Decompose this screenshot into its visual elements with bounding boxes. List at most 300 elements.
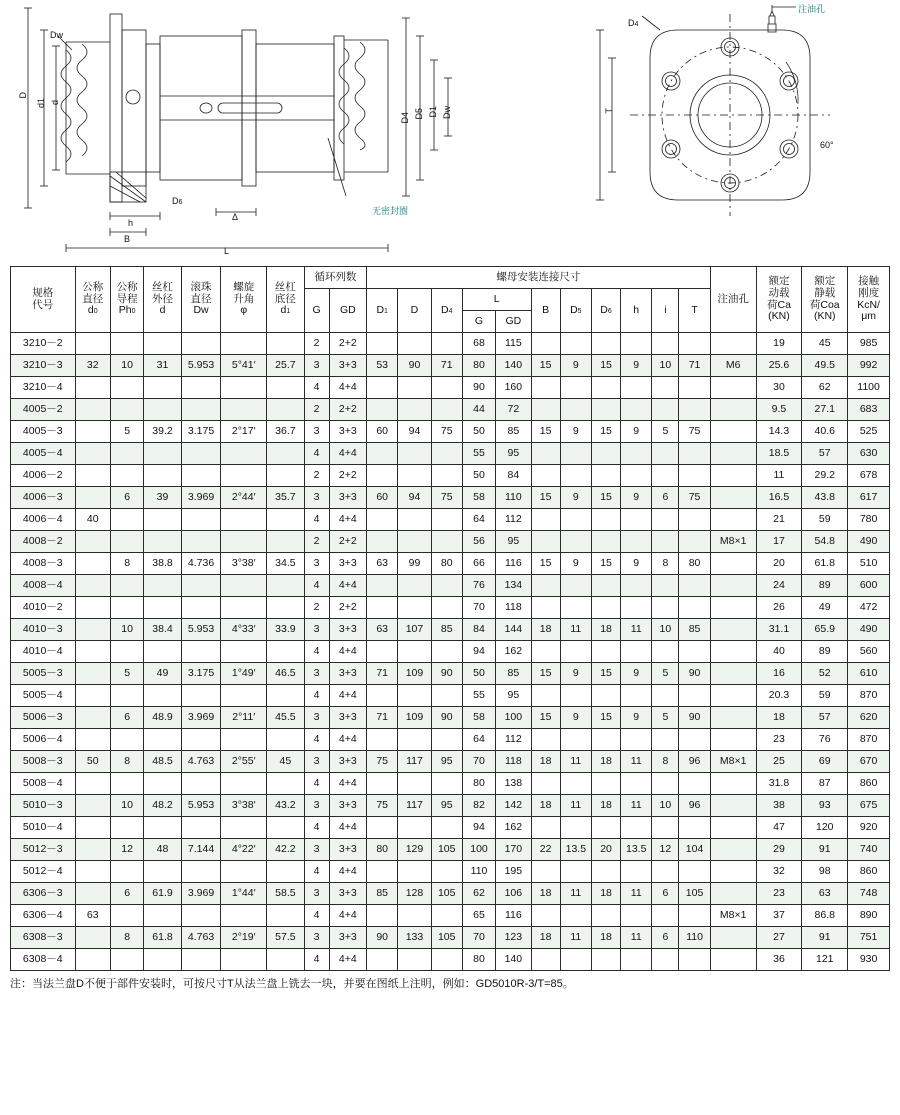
th-screw-outer-diameter: 丝杠 外径 d [144,267,181,333]
cell-nominal-diameter [75,729,110,751]
table-row [11,443,890,465]
table-row [11,773,890,795]
table-row [11,949,890,971]
cell-L-gd: 195 [496,861,531,883]
cell-D1 [367,905,398,927]
cell-nominal-diameter [75,575,110,597]
cell-spec-code: 4006－3 [11,487,76,509]
cell-screw-root: 57.5 [267,927,304,949]
cell-D1 [367,443,398,465]
cell-D5 [560,949,591,971]
cell-D [398,531,431,553]
cell-oil-hole: M6 [710,355,756,377]
cell-D4: 90 [431,707,462,729]
cell-screw-outer: 48.5 [144,751,181,773]
cell-D4: 80 [431,553,462,575]
cell-T: 104 [679,839,710,861]
cell-L-g: 68 [462,333,495,355]
cell-B [531,729,560,751]
cell-screw-outer [144,597,181,619]
cell-nominal-diameter: 32 [75,355,110,377]
cell-circuit-g: 4 [304,949,329,971]
cell-i: 10 [652,795,679,817]
cell-screw-root [267,861,304,883]
cell-spec-code: 3210－3 [11,355,76,377]
cell-contact-stiffness: 490 [848,531,890,553]
cell-i [652,399,679,421]
cell-spec-code: 4008－2 [11,531,76,553]
cell-B [531,377,560,399]
cell-screw-root [267,465,304,487]
cell-screw-root [267,377,304,399]
cell-D5 [560,685,591,707]
cell-nominal-diameter [75,553,110,575]
cell-D1: 63 [367,553,398,575]
cell-D6 [591,575,620,597]
cell-nominal-diameter [75,421,110,443]
cell-D6 [591,905,620,927]
cell-dynamic-load: 27 [756,927,802,949]
cell-D6: 18 [591,927,620,949]
cell-circuit-gd: 4+4 [329,641,366,663]
cell-spec-code: 4008－3 [11,553,76,575]
cell-i [652,377,679,399]
th-helix-angle: 螺旋 升角 φ [221,267,267,333]
cell-oil-hole [710,663,756,685]
th-D6: D6 [591,289,620,333]
cell-T [679,443,710,465]
cell-contact-stiffness: 992 [848,355,890,377]
cell-T [679,333,710,355]
cell-screw-outer [144,949,181,971]
cell-D [398,949,431,971]
cell-B: 15 [531,421,560,443]
cell-L-g: 82 [462,795,495,817]
table-row [11,553,890,575]
cell-static-load: 87 [802,773,848,795]
cell-screw-root [267,531,304,553]
cell-D5: 11 [560,795,591,817]
cell-screw-root [267,949,304,971]
cell-ball-diameter: 4.763 [181,751,221,773]
cell-circuit-gd: 3+3 [329,927,366,949]
cell-L-g: 64 [462,729,495,751]
cell-spec-code: 4010－2 [11,597,76,619]
cell-contact-stiffness: 560 [848,641,890,663]
cell-contact-stiffness: 675 [848,795,890,817]
cell-h [621,575,652,597]
cell-L-gd: 95 [496,531,531,553]
cell-spec-code: 4010－3 [11,619,76,641]
cell-D5 [560,399,591,421]
cell-screw-outer: 48 [144,839,181,861]
cell-B: 15 [531,487,560,509]
cell-circuit-gd: 4+4 [329,509,366,531]
cell-D6: 15 [591,421,620,443]
cell-i [652,949,679,971]
cell-ball-diameter [181,949,221,971]
cell-oil-hole [710,707,756,729]
cell-nominal-lead: 5 [110,663,143,685]
cell-nominal-diameter [75,883,110,905]
cell-circuit-gd: 3+3 [329,883,366,905]
cell-spec-code: 4005－2 [11,399,76,421]
cell-L-g: 50 [462,421,495,443]
cell-circuit-g: 4 [304,509,329,531]
cell-nominal-lead [110,443,143,465]
label-d6: D6 [172,196,183,206]
cell-circuit-gd: 3+3 [329,707,366,729]
cell-D4 [431,685,462,707]
th-D1: D1 [367,289,398,333]
cell-D5: 11 [560,751,591,773]
cell-L-g: 90 [462,377,495,399]
cell-D: 99 [398,553,431,575]
cell-nominal-diameter [75,377,110,399]
cell-B [531,861,560,883]
cell-h [621,509,652,531]
cell-screw-outer: 48.2 [144,795,181,817]
th-D5: D5 [560,289,591,333]
cell-D6: 15 [591,487,620,509]
cell-D4: 75 [431,487,462,509]
label-oil-hole: 注油孔 [798,4,826,14]
cell-contact-stiffness: 1100 [848,377,890,399]
cell-D5: 9 [560,553,591,575]
cell-circuit-gd: 2+2 [329,531,366,553]
cell-T: 90 [679,663,710,685]
cell-T [679,685,710,707]
cell-D4 [431,641,462,663]
cell-helix-angle: 2°11′ [221,707,267,729]
cell-D4 [431,443,462,465]
cell-nominal-lead [110,377,143,399]
cell-B [531,685,560,707]
cell-D5: 9 [560,355,591,377]
cell-contact-stiffness: 617 [848,487,890,509]
th-D4: D4 [431,289,462,333]
cell-D5: 11 [560,883,591,905]
cell-contact-stiffness: 510 [848,553,890,575]
cell-nominal-lead [110,905,143,927]
cell-B [531,531,560,553]
cell-circuit-g: 3 [304,619,329,641]
cell-ball-diameter [181,509,221,531]
cell-helix-angle [221,861,267,883]
cell-D1 [367,729,398,751]
cell-circuit-gd: 4+4 [329,377,366,399]
cell-D1 [367,597,398,619]
cell-dynamic-load: 18.5 [756,443,802,465]
cell-helix-angle [221,575,267,597]
cell-circuit-g: 3 [304,883,329,905]
cell-D5 [560,861,591,883]
cell-contact-stiffness: 860 [848,773,890,795]
cell-nominal-diameter: 40 [75,509,110,531]
cell-h [621,685,652,707]
cell-helix-angle: 4°33′ [221,619,267,641]
cell-circuit-gd: 4+4 [329,729,366,751]
cell-L-gd: 95 [496,685,531,707]
cell-h: 11 [621,795,652,817]
cell-screw-root [267,773,304,795]
cell-D5: 9 [560,421,591,443]
cell-dynamic-load: 20 [756,553,802,575]
table-row [11,927,890,949]
cell-screw-outer [144,641,181,663]
cell-spec-code: 5006－4 [11,729,76,751]
cell-D5: 11 [560,927,591,949]
cell-contact-stiffness: 670 [848,751,890,773]
cell-D [398,509,431,531]
cell-h [621,641,652,663]
cell-B [531,443,560,465]
cell-oil-hole [710,619,756,641]
label-d-left: D [18,92,28,99]
cell-D4: 95 [431,751,462,773]
cell-screw-outer [144,773,181,795]
cell-L-gd: 115 [496,333,531,355]
cell-circuit-g: 2 [304,597,329,619]
cell-contact-stiffness: 740 [848,839,890,861]
cell-nominal-lead: 8 [110,751,143,773]
cell-helix-angle: 2°17′ [221,421,267,443]
cell-screw-root: 58.5 [267,883,304,905]
table-row [11,465,890,487]
cell-T [679,817,710,839]
cell-static-load: 91 [802,927,848,949]
label-no-seal: 无密封圈 [372,206,409,216]
cell-nominal-diameter: 63 [75,905,110,927]
cell-dynamic-load: 16 [756,663,802,685]
cell-nominal-lead [110,861,143,883]
table-row [11,509,890,531]
cell-circuit-gd: 4+4 [329,905,366,927]
cell-screw-outer [144,509,181,531]
cell-T [679,641,710,663]
cell-nominal-diameter [75,663,110,685]
cell-h: 11 [621,751,652,773]
cell-screw-outer [144,905,181,927]
cell-D [398,575,431,597]
cell-i [652,531,679,553]
cell-static-load: 89 [802,575,848,597]
cell-screw-root: 33.9 [267,619,304,641]
cell-D6 [591,773,620,795]
cell-ball-diameter: 5.953 [181,795,221,817]
cell-D1 [367,817,398,839]
cell-D [398,685,431,707]
cell-h: 11 [621,619,652,641]
cell-helix-angle: 1°44′ [221,883,267,905]
cell-D4 [431,861,462,883]
cell-helix-angle: 2°44′ [221,487,267,509]
cell-D4: 71 [431,355,462,377]
cell-dynamic-load: 29 [756,839,802,861]
cell-contact-stiffness: 678 [848,465,890,487]
cell-L-gd: 106 [496,883,531,905]
cell-B: 15 [531,553,560,575]
cell-D1 [367,509,398,531]
cell-dynamic-load: 9.5 [756,399,802,421]
cell-oil-hole [710,773,756,795]
cell-L-gd: 170 [496,839,531,861]
cell-i [652,465,679,487]
cell-screw-root [267,443,304,465]
cell-L-gd: 100 [496,707,531,729]
cell-ball-diameter: 7.144 [181,839,221,861]
cell-ball-diameter: 3.175 [181,421,221,443]
cell-T: 110 [679,927,710,949]
cell-D4: 85 [431,619,462,641]
cell-contact-stiffness: 620 [848,707,890,729]
cell-i [652,685,679,707]
cell-contact-stiffness: 930 [848,949,890,971]
cell-h: 11 [621,927,652,949]
cell-L-g: 65 [462,905,495,927]
cell-h: 9 [621,663,652,685]
cell-D5 [560,575,591,597]
cell-spec-code: 6308－4 [11,949,76,971]
cell-nominal-diameter [75,839,110,861]
cell-screw-root [267,641,304,663]
cell-B: 18 [531,883,560,905]
cell-i: 12 [652,839,679,861]
table-row [11,905,890,927]
cell-static-load: 98 [802,861,848,883]
cell-screw-outer: 38.8 [144,553,181,575]
cell-helix-angle [221,685,267,707]
cell-spec-code: 5005－3 [11,663,76,685]
cell-nominal-diameter [75,707,110,729]
cell-spec-code: 5006－3 [11,707,76,729]
cell-screw-outer [144,729,181,751]
cell-D4: 95 [431,795,462,817]
cell-nominal-lead: 6 [110,883,143,905]
cell-D: 109 [398,707,431,729]
cell-h: 11 [621,883,652,905]
cell-B [531,949,560,971]
cell-D: 94 [398,421,431,443]
cell-i [652,443,679,465]
cell-screw-outer: 39 [144,487,181,509]
cell-D [398,377,431,399]
cell-L-g: 70 [462,597,495,619]
cell-D1 [367,377,398,399]
cell-B [531,465,560,487]
cell-circuit-g: 3 [304,421,329,443]
cell-helix-angle [221,949,267,971]
cell-circuit-g: 4 [304,641,329,663]
cell-dynamic-load: 23 [756,729,802,751]
cell-i: 10 [652,619,679,641]
cell-D6 [591,641,620,663]
cell-spec-code: 5010－3 [11,795,76,817]
cell-spec-code: 5012－3 [11,839,76,861]
cell-dynamic-load: 36 [756,949,802,971]
cell-contact-stiffness: 780 [848,509,890,531]
cell-screw-outer [144,443,181,465]
cell-circuit-gd: 4+4 [329,773,366,795]
cell-D1 [367,399,398,421]
cell-D6: 15 [591,553,620,575]
cell-circuit-g: 3 [304,751,329,773]
header-row-1 [11,267,890,289]
cell-circuit-g: 4 [304,443,329,465]
cell-spec-code: 5008－4 [11,773,76,795]
cell-L-g: 58 [462,487,495,509]
cell-L-gd: 95 [496,443,531,465]
cell-i: 5 [652,663,679,685]
cell-h: 9 [621,553,652,575]
cell-nominal-diameter [75,949,110,971]
cell-D: 117 [398,795,431,817]
cell-nominal-lead: 12 [110,839,143,861]
cell-T: 71 [679,355,710,377]
cell-D1 [367,773,398,795]
cell-nominal-diameter [75,773,110,795]
cell-circuit-gd: 4+4 [329,817,366,839]
th-ball-diameter: 滚珠 直径 Dw [181,267,221,333]
cell-oil-hole [710,685,756,707]
cell-static-load: 40.6 [802,421,848,443]
cell-static-load: 52 [802,663,848,685]
cell-static-load: 27.1 [802,399,848,421]
cell-contact-stiffness: 683 [848,399,890,421]
cell-D [398,465,431,487]
cell-helix-angle: 1°49′ [221,663,267,685]
cell-static-load: 57 [802,707,848,729]
cell-dynamic-load: 23 [756,883,802,905]
cell-L-gd: 85 [496,663,531,685]
table-row [11,597,890,619]
cell-nominal-lead: 6 [110,487,143,509]
cell-circuit-g: 3 [304,795,329,817]
cell-h: 9 [621,421,652,443]
cell-B [531,575,560,597]
cell-D4: 105 [431,927,462,949]
cell-oil-hole [710,509,756,531]
cell-screw-root: 43.2 [267,795,304,817]
cell-circuit-g: 3 [304,663,329,685]
cell-oil-hole [710,729,756,751]
table-row [11,355,890,377]
cell-circuit-gd: 3+3 [329,795,366,817]
cell-static-load: 65.9 [802,619,848,641]
cell-screw-outer [144,377,181,399]
cell-D4 [431,729,462,751]
th-contact-stiffness: 接触 刚度 KcN/ μm [848,267,890,333]
cell-nominal-diameter [75,641,110,663]
cell-static-load: 61.8 [802,553,848,575]
cell-helix-angle [221,531,267,553]
cell-static-load: 59 [802,509,848,531]
cell-helix-angle: 4°22′ [221,839,267,861]
cell-D5 [560,465,591,487]
cell-D6 [591,817,620,839]
cell-contact-stiffness: 870 [848,729,890,751]
cell-B: 18 [531,751,560,773]
cell-contact-stiffness: 472 [848,597,890,619]
cell-D [398,729,431,751]
cell-screw-root [267,905,304,927]
cell-circuit-gd: 4+4 [329,575,366,597]
cell-dynamic-load: 14.3 [756,421,802,443]
cell-ball-diameter [181,597,221,619]
cell-ball-diameter [181,575,221,597]
cell-T: 85 [679,619,710,641]
cell-D1 [367,575,398,597]
